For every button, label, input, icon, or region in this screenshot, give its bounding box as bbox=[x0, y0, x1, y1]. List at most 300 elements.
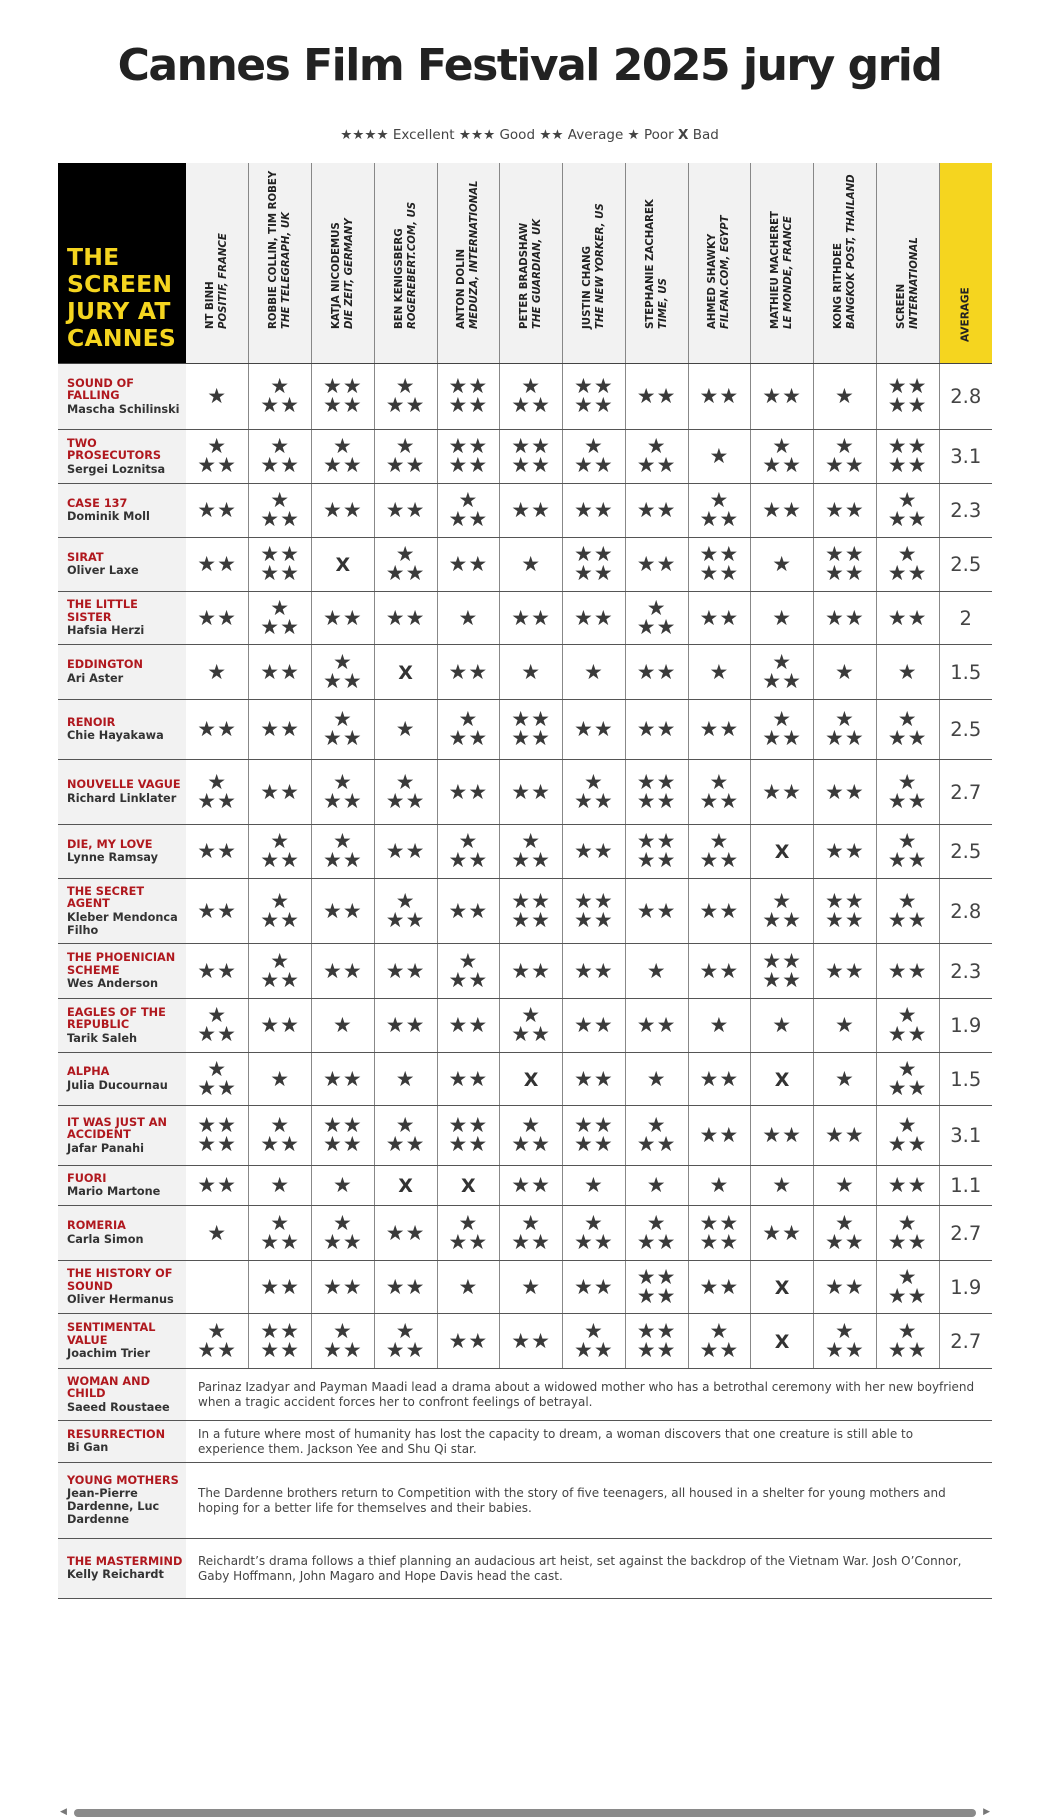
critic-score-cell bbox=[374, 645, 437, 700]
star-row: ★ bbox=[897, 488, 918, 512]
star-row: ★★ bbox=[511, 605, 551, 630]
rating-legend bbox=[0, 127, 1059, 143]
star-row: ★ bbox=[270, 434, 291, 458]
film-row bbox=[58, 825, 992, 879]
critic-score-cell bbox=[500, 1053, 563, 1106]
critic-score-cell bbox=[688, 1206, 751, 1261]
critic-score-cell bbox=[312, 1106, 375, 1166]
critic-score-cell bbox=[186, 364, 249, 430]
critic-name: AHMED SHAWKY bbox=[707, 233, 719, 329]
star-rating-1 bbox=[458, 605, 479, 630]
star-row: ★★ bbox=[699, 1229, 740, 1254]
critic-score-cell bbox=[814, 944, 877, 999]
star-rating-2 bbox=[385, 498, 426, 522]
star-rating-1 bbox=[834, 659, 855, 684]
scrollbar-thumb[interactable] bbox=[74, 1809, 976, 1817]
star-rating-2 bbox=[636, 498, 677, 522]
star-rating-1 bbox=[709, 659, 730, 684]
critic-publication: THE TELEGRAPH, UK bbox=[281, 211, 293, 329]
critic-score-cell bbox=[437, 430, 500, 484]
star-row: ★ bbox=[646, 958, 667, 983]
critic-score-cell bbox=[563, 879, 626, 944]
critic-score-cell bbox=[625, 1053, 688, 1106]
star-row: ★★ bbox=[636, 614, 677, 639]
critic-label bbox=[814, 173, 876, 355]
bad-rating-icon: X bbox=[774, 1330, 790, 1353]
star-row: ★★ bbox=[448, 1229, 489, 1254]
scroll-left-icon[interactable]: ◀ bbox=[60, 1807, 67, 1817]
star-row: ★★ bbox=[448, 659, 489, 684]
average-label-text bbox=[959, 162, 972, 342]
critic-score-cell bbox=[312, 999, 375, 1053]
critic-score-cell bbox=[876, 484, 939, 538]
star-row: ★★ bbox=[385, 1337, 426, 1362]
average-score: 2.7 bbox=[939, 1314, 992, 1369]
critic-score-cell bbox=[312, 1261, 375, 1314]
critic-score-cell bbox=[500, 760, 563, 825]
star-row: ★★ bbox=[574, 1132, 614, 1156]
average-score: 2.3 bbox=[939, 944, 992, 999]
star-rating-1 bbox=[458, 1274, 479, 1299]
star-rating-1 bbox=[521, 552, 542, 576]
star-row: ★ bbox=[834, 1173, 855, 1197]
critic-score-cell bbox=[312, 879, 375, 944]
star-row: ★★ bbox=[574, 1274, 614, 1299]
star-row: ★ bbox=[395, 769, 416, 794]
star-rating-2 bbox=[511, 1173, 551, 1197]
star-row: ★★ bbox=[385, 958, 426, 983]
star-rating-2 bbox=[448, 1013, 489, 1037]
film-title: SOUND OF FALLING bbox=[67, 376, 134, 402]
critic-score-cell bbox=[249, 1166, 312, 1206]
star-row: ★ bbox=[772, 434, 793, 458]
star-rating-4 bbox=[636, 829, 677, 872]
critic-score-cell bbox=[625, 999, 688, 1053]
star-rating-3 bbox=[197, 1003, 237, 1046]
critic-name: KONG RITHDEE bbox=[832, 242, 844, 329]
star-rating-3 bbox=[511, 1113, 551, 1156]
star-rating-3 bbox=[260, 1113, 300, 1156]
star-row: ★★ bbox=[197, 1132, 237, 1156]
star-rating-2 bbox=[197, 839, 237, 863]
star-rating-3 bbox=[699, 488, 740, 531]
star-row: ★★ bbox=[323, 1337, 363, 1362]
star-row: ★ bbox=[709, 488, 730, 512]
film-row bbox=[58, 645, 992, 700]
film-cell bbox=[58, 1539, 186, 1599]
film-title: YOUNG MOTHERS bbox=[67, 1473, 179, 1487]
critic-score-cell bbox=[751, 944, 814, 999]
star-row: ★ bbox=[646, 1113, 667, 1137]
legend-average: ★★ Average bbox=[539, 127, 624, 143]
star-rating-3 bbox=[636, 1210, 677, 1254]
film-synopsis: In a future where most of humanity has lost the capacity to dream, a woman discovers that one creature is still able to experience them. Jackson Yee and Shu Qi star. bbox=[186, 1421, 992, 1463]
critic-score-cell bbox=[374, 1261, 437, 1314]
film-director: Carla Simon bbox=[67, 1232, 144, 1246]
star-rating-3 bbox=[887, 1113, 928, 1156]
critic-score-cell bbox=[500, 484, 563, 538]
critic-score-cell bbox=[563, 645, 626, 700]
star-row: ★★ bbox=[887, 788, 928, 813]
star-row: ★★ bbox=[762, 453, 802, 477]
star-row: ★★ bbox=[699, 848, 740, 872]
film-director: Oliver Laxe bbox=[67, 564, 139, 578]
critic-score-cell bbox=[876, 1106, 939, 1166]
critic-score-cell bbox=[437, 1106, 500, 1166]
star-rating-1 bbox=[709, 1013, 730, 1037]
film-cell bbox=[58, 1369, 186, 1421]
scroll-right-icon[interactable]: ▶ bbox=[983, 1807, 990, 1817]
film-director: Saeed Roustaee bbox=[67, 1400, 170, 1414]
star-row: ★★ bbox=[511, 1229, 551, 1254]
star-row: ★★ bbox=[385, 453, 426, 477]
critic-score-cell bbox=[876, 1206, 939, 1261]
star-row: ★ bbox=[583, 769, 604, 794]
star-row: ★★ bbox=[511, 393, 551, 417]
star-row: ★ bbox=[332, 1210, 353, 1235]
star-row: ★★ bbox=[574, 907, 614, 932]
star-rating-1 bbox=[207, 659, 228, 684]
critic-score-cell bbox=[814, 645, 877, 700]
critic-publication: ROGEREBERT.COM, US bbox=[406, 201, 418, 329]
star-row: ★★ bbox=[511, 434, 551, 458]
critic-label-text bbox=[895, 149, 921, 329]
bad-rating-icon: X bbox=[335, 554, 351, 576]
film-title: RENOIR bbox=[67, 715, 116, 729]
star-row: ★★ bbox=[197, 1173, 237, 1197]
star-row: ★★ bbox=[887, 1132, 928, 1156]
star-row: ★★ bbox=[574, 888, 614, 913]
star-rating-2 bbox=[574, 958, 614, 983]
star-row: ★★ bbox=[574, 1229, 614, 1254]
star-rating-3 bbox=[323, 434, 363, 477]
film-director: Hafsia Herzi bbox=[67, 624, 145, 637]
film-row bbox=[58, 1261, 992, 1314]
star-row: ★★ bbox=[323, 1132, 363, 1156]
star-rating-3 bbox=[762, 888, 802, 932]
critic-score-cell bbox=[374, 760, 437, 825]
star-rating-2 bbox=[323, 498, 363, 522]
star-rating-2 bbox=[323, 1274, 363, 1299]
bad-rating-icon: X bbox=[774, 1276, 790, 1299]
critic-score-cell bbox=[249, 944, 312, 999]
star-row: ★★ bbox=[887, 1022, 928, 1046]
star-rating-4 bbox=[699, 542, 740, 585]
average-score: 3.1 bbox=[939, 1106, 992, 1166]
star-rating-4 bbox=[574, 374, 614, 417]
star-row: ★★ bbox=[762, 907, 802, 932]
logo-line: CANNES bbox=[67, 324, 176, 352]
star-rating-3 bbox=[197, 1056, 237, 1100]
critic-score-cell bbox=[814, 592, 877, 645]
star-rating-2 bbox=[197, 552, 237, 576]
star-row: ★★ bbox=[385, 393, 426, 417]
star-rating-3 bbox=[260, 1210, 300, 1254]
star-rating-1 bbox=[270, 1173, 291, 1197]
star-rating-3 bbox=[762, 707, 802, 750]
critic-score-cell bbox=[186, 484, 249, 538]
star-row: ★ bbox=[709, 829, 730, 853]
star-rating-2 bbox=[574, 717, 614, 741]
star-rating-2 bbox=[197, 605, 237, 630]
average-score: 2.5 bbox=[939, 700, 992, 760]
star-row: ★ bbox=[207, 1056, 228, 1081]
star-rating-2 bbox=[762, 384, 802, 408]
legend-bad-symbol: X bbox=[677, 127, 689, 143]
star-row: ★ bbox=[583, 659, 604, 684]
critic-score-cell bbox=[186, 1206, 249, 1261]
star-row: ★★ bbox=[385, 839, 426, 863]
star-row: ★★ bbox=[448, 1066, 489, 1091]
critic-score-cell bbox=[374, 1053, 437, 1106]
star-row: ★★ bbox=[825, 1123, 865, 1147]
critic-header bbox=[374, 163, 437, 364]
critic-score-cell bbox=[814, 1261, 877, 1314]
star-row: ★ bbox=[897, 888, 918, 913]
star-row: ★★ bbox=[574, 717, 614, 741]
star-row: ★★ bbox=[323, 1113, 363, 1137]
legend-good: ★★★ Good bbox=[458, 127, 536, 143]
star-rating-4 bbox=[825, 888, 865, 932]
star-row: ★ bbox=[395, 1318, 416, 1343]
critic-score-cell bbox=[312, 364, 375, 430]
star-row: ★ bbox=[207, 769, 228, 794]
critic-header bbox=[249, 163, 312, 364]
horizontal-scrollbar[interactable] bbox=[58, 1807, 992, 1819]
critic-score-cell bbox=[437, 484, 500, 538]
critics-header-row bbox=[58, 163, 992, 364]
star-rating-3 bbox=[574, 769, 614, 813]
critic-label-text bbox=[832, 149, 858, 329]
critic-score-cell bbox=[312, 944, 375, 999]
star-row: ★★ bbox=[699, 1210, 740, 1235]
star-row: ★ bbox=[646, 595, 667, 620]
star-row: ★ bbox=[521, 1274, 542, 1299]
star-rating-3 bbox=[636, 1113, 677, 1156]
film-title: THE LITTLE SISTER bbox=[67, 598, 138, 624]
star-rating-3 bbox=[260, 888, 300, 932]
film-title: EDDINGTON bbox=[67, 658, 143, 672]
star-rating-2 bbox=[574, 1066, 614, 1091]
star-rating-3 bbox=[825, 1318, 865, 1362]
critic-score-cell bbox=[688, 364, 751, 430]
star-row: ★★ bbox=[260, 1013, 300, 1037]
star-row: ★ bbox=[395, 888, 416, 913]
star-row: ★★ bbox=[260, 967, 300, 992]
star-row: ★ bbox=[458, 1210, 479, 1235]
star-row: ★ bbox=[834, 659, 855, 684]
star-row: ★ bbox=[332, 769, 353, 794]
star-row: ★ bbox=[270, 1173, 291, 1197]
critic-score-cell bbox=[186, 592, 249, 645]
star-rating-3 bbox=[385, 1318, 426, 1362]
film-director: Tarik Saleh bbox=[67, 1031, 138, 1045]
critic-score-cell bbox=[688, 825, 751, 879]
star-rating-2 bbox=[448, 659, 489, 684]
star-rating-2 bbox=[323, 605, 363, 630]
star-rating-1 bbox=[772, 605, 793, 630]
logo-line: JURY AT bbox=[67, 297, 171, 325]
star-row: ★★ bbox=[887, 907, 928, 932]
star-rating-3 bbox=[574, 434, 614, 477]
critic-score-cell bbox=[249, 700, 312, 760]
star-rating-3 bbox=[762, 434, 802, 477]
film-title: TWO PROSECUTORS bbox=[67, 436, 162, 462]
star-row: ★ bbox=[521, 552, 542, 576]
star-row: ★★ bbox=[260, 393, 300, 417]
star-row: ★ bbox=[332, 649, 353, 674]
star-row: ★ bbox=[332, 1318, 353, 1343]
star-rating-1 bbox=[207, 384, 228, 408]
average-score: 2.8 bbox=[939, 364, 992, 430]
star-row: ★★ bbox=[385, 788, 426, 813]
critic-score-cell bbox=[688, 484, 751, 538]
star-row: ★★ bbox=[636, 848, 677, 872]
critic-label bbox=[186, 173, 248, 355]
star-row: ★ bbox=[207, 1318, 228, 1343]
star-row: ★★ bbox=[699, 898, 740, 923]
star-rating-4 bbox=[574, 542, 614, 585]
star-row: ★★ bbox=[448, 726, 489, 750]
critic-score-cell bbox=[374, 700, 437, 760]
critic-score-cell bbox=[186, 645, 249, 700]
star-row: ★★ bbox=[323, 1229, 363, 1254]
star-row: ★ bbox=[395, 374, 416, 398]
star-row: ★★ bbox=[511, 1173, 551, 1197]
star-row: ★★ bbox=[448, 1132, 489, 1156]
film-director: Jafar Panahi bbox=[67, 1141, 145, 1155]
critic-publication: LE MONDE, FRANCE bbox=[783, 216, 795, 329]
star-row: ★ bbox=[834, 1066, 855, 1091]
star-row: ★★ bbox=[825, 498, 865, 522]
film-cell bbox=[58, 364, 186, 430]
star-row: ★ bbox=[646, 1173, 667, 1197]
film-title: THE SECRET AGENT bbox=[67, 884, 145, 910]
film-row bbox=[58, 538, 992, 592]
film-cell bbox=[58, 825, 186, 879]
film-title: CASE 137 bbox=[67, 496, 128, 510]
film-title: ALPHA bbox=[67, 1065, 110, 1079]
critic-score-cell bbox=[500, 944, 563, 999]
legend-bad: Bad bbox=[692, 127, 719, 143]
star-row: ★ bbox=[270, 948, 291, 973]
star-row: ★★ bbox=[636, 1013, 677, 1037]
critic-score-cell bbox=[876, 592, 939, 645]
critic-header bbox=[437, 163, 500, 364]
star-rating-3 bbox=[574, 1210, 614, 1254]
upcoming-film-row bbox=[58, 1463, 992, 1539]
critic-score-cell bbox=[688, 944, 751, 999]
critic-score-cell bbox=[814, 1314, 877, 1369]
star-rating-4 bbox=[511, 888, 551, 932]
critic-score-cell bbox=[186, 430, 249, 484]
star-row: ★★ bbox=[511, 848, 551, 872]
critic-score-cell bbox=[374, 364, 437, 430]
critic-score-cell bbox=[249, 999, 312, 1053]
bad-rating-icon: X bbox=[398, 1175, 413, 1197]
star-rating-3 bbox=[385, 769, 426, 813]
critic-header bbox=[625, 163, 688, 364]
star-rating-1 bbox=[646, 958, 667, 983]
critic-publication: THE GUARDIAN, UK bbox=[532, 218, 544, 329]
star-row: ★ bbox=[772, 1173, 793, 1197]
critic-label-text bbox=[581, 149, 607, 329]
star-row: ★★ bbox=[385, 561, 426, 585]
star-rating-3 bbox=[511, 1210, 551, 1254]
star-row: ★ bbox=[772, 1013, 793, 1037]
critic-score-cell bbox=[563, 999, 626, 1053]
critic-score-cell bbox=[625, 645, 688, 700]
critic-score-cell bbox=[312, 1053, 375, 1106]
star-row: ★★ bbox=[762, 779, 802, 804]
star-rating-2 bbox=[825, 958, 865, 983]
critic-score-cell bbox=[563, 592, 626, 645]
star-row: ★ bbox=[709, 1173, 730, 1197]
critic-score-cell bbox=[312, 1166, 375, 1206]
star-row: ★★ bbox=[574, 1113, 614, 1137]
star-row: ★★ bbox=[825, 1337, 865, 1362]
star-rating-2 bbox=[699, 898, 740, 923]
film-director: Oliver Hermanus bbox=[67, 1293, 174, 1306]
star-row: ★ bbox=[521, 1210, 542, 1235]
star-row: ★★ bbox=[448, 779, 489, 804]
star-row: ★★ bbox=[323, 898, 363, 923]
critic-score-cell bbox=[876, 700, 939, 760]
star-row: ★★ bbox=[636, 659, 677, 684]
star-row: ★ bbox=[207, 434, 228, 458]
star-row: ★ bbox=[772, 888, 793, 913]
star-row: ★★ bbox=[511, 1328, 551, 1353]
star-rating-3 bbox=[260, 488, 300, 531]
star-rating-3 bbox=[887, 488, 928, 531]
star-rating-3 bbox=[825, 434, 865, 477]
star-rating-2 bbox=[825, 605, 865, 630]
bad-rating-icon: X bbox=[523, 1068, 539, 1091]
star-row: ★★ bbox=[511, 498, 551, 522]
critic-score-cell bbox=[374, 1206, 437, 1261]
star-row: ★ bbox=[583, 1318, 604, 1343]
star-row: ★★ bbox=[448, 1328, 489, 1353]
film-row bbox=[58, 1166, 992, 1206]
star-row: ★★ bbox=[699, 1274, 740, 1299]
critic-score-cell bbox=[437, 825, 500, 879]
critic-score-cell bbox=[814, 430, 877, 484]
star-row: ★★ bbox=[260, 507, 300, 531]
critic-score-cell bbox=[437, 1314, 500, 1369]
rating bbox=[524, 1070, 539, 1090]
star-rating-3 bbox=[323, 769, 363, 813]
star-row: ★★ bbox=[448, 1113, 489, 1137]
critic-score-cell bbox=[625, 760, 688, 825]
star-row: ★★ bbox=[511, 1022, 551, 1046]
critic-score-cell bbox=[563, 364, 626, 430]
star-rating-2 bbox=[385, 958, 426, 983]
critic-score-cell bbox=[876, 760, 939, 825]
critic-score-cell bbox=[625, 592, 688, 645]
star-rating-3 bbox=[887, 707, 928, 750]
star-row: ★★ bbox=[887, 561, 928, 585]
film-cell bbox=[58, 999, 186, 1053]
film-title: THE PHOENICIAN SCHEME bbox=[67, 951, 176, 977]
star-row: ★★ bbox=[574, 561, 614, 585]
star-row: ★★ bbox=[260, 614, 300, 639]
star-rating-1 bbox=[583, 1173, 604, 1197]
star-rating-2 bbox=[448, 1328, 489, 1353]
critic-label-text bbox=[644, 149, 670, 329]
film-director: Mario Martone bbox=[67, 1185, 161, 1199]
star-row: ★★ bbox=[197, 839, 237, 863]
star-row: ★★ bbox=[574, 542, 614, 566]
